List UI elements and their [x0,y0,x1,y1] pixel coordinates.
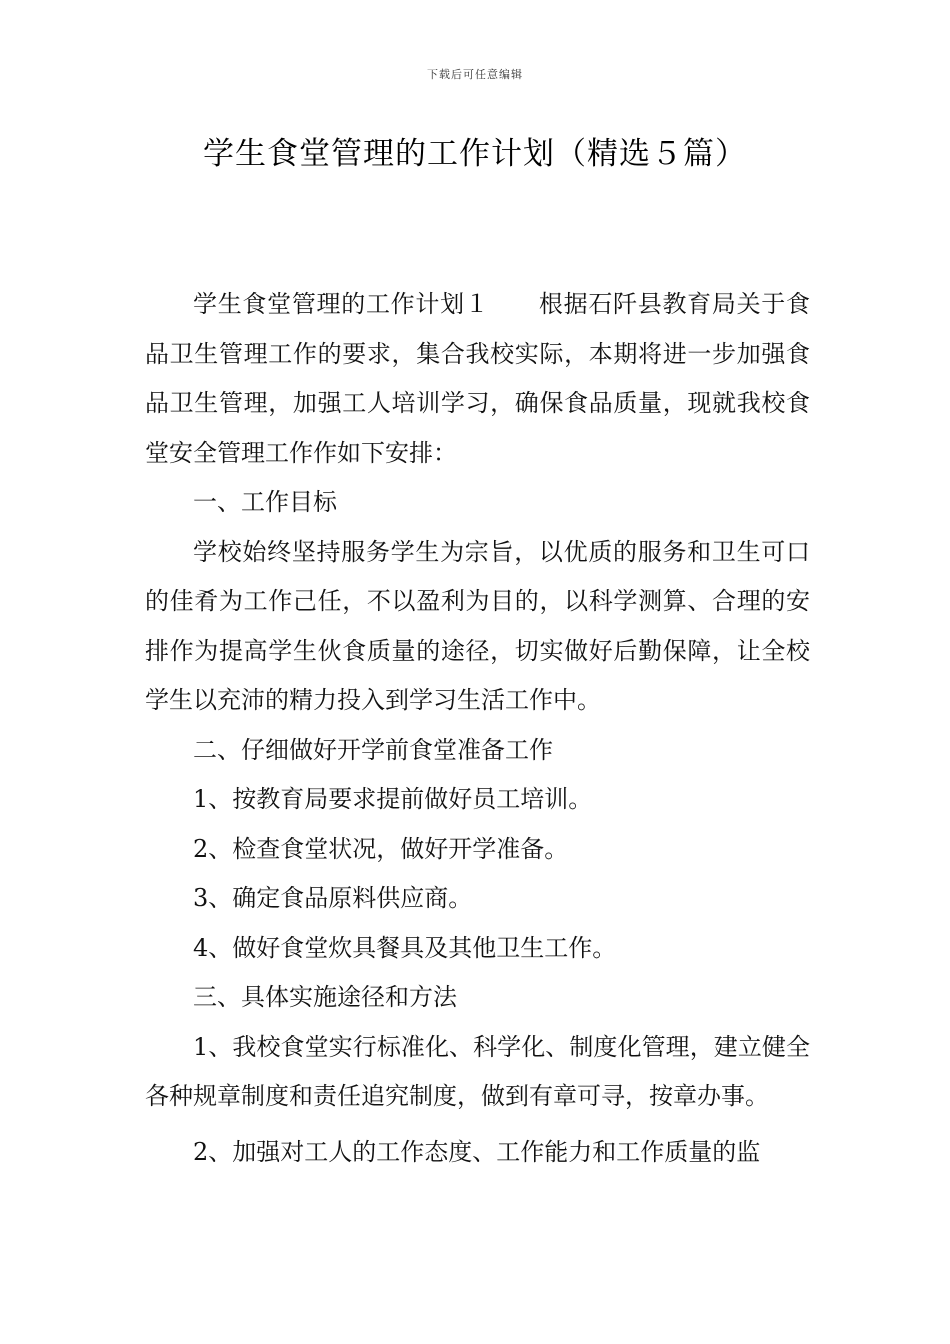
section-heading-implementation: 三、具体实施途径和方法 [193,983,457,1011]
list-item: 1、按教育局要求提前做好员工培训。 [193,785,593,813]
list-item: 2、检查食堂状况，做好开学准备。 [193,834,569,863]
section-heading-goals: 一、工作目标 [193,488,337,516]
list-item: 1、我校食堂实行标准化、科学化、制度化管理，建立健全各种规章制度和责任追究制度，做到有章可寻，按章办事。 [145,1032,810,1110]
list-item: 2、加强对工人的工作态度、工作能力和工作质量的监 [193,1137,761,1166]
list-item: 4、做好食堂炊具餐具及其他卫生工作。 [193,933,617,962]
list-item: 3、确定食品原料供应商。 [193,884,473,912]
paragraph-goals: 学校始终坚持服务学生为宗旨，以优质的服务和卫生可口的佳肴为工作己任，不以盈利为目的，以科学测算、合理的安排作为提高学生伙食质量的途径，切实做好后勤保障，让全校学生以充沛的精力投入到学习生活工作中。 [145,537,810,714]
document-body [145,280,810,1177]
paragraph-intro: 学生食堂管理的工作计划１ 根据石阡县教育局关于食品卫生管理工作的要求，集合我校实际，本期将进一步加强食品卫生管理，加强工人培训学习，确保食品质量，现就我校食堂安全管理工作作如下安排： [145,290,810,467]
section-heading-preparation: 二、仔细做好开学前食堂准备工作 [193,735,553,764]
document-title: 学生食堂管理的工作计划（精选５篇） [203,136,747,172]
download-note: 下载后可任意编辑 [427,68,523,81]
